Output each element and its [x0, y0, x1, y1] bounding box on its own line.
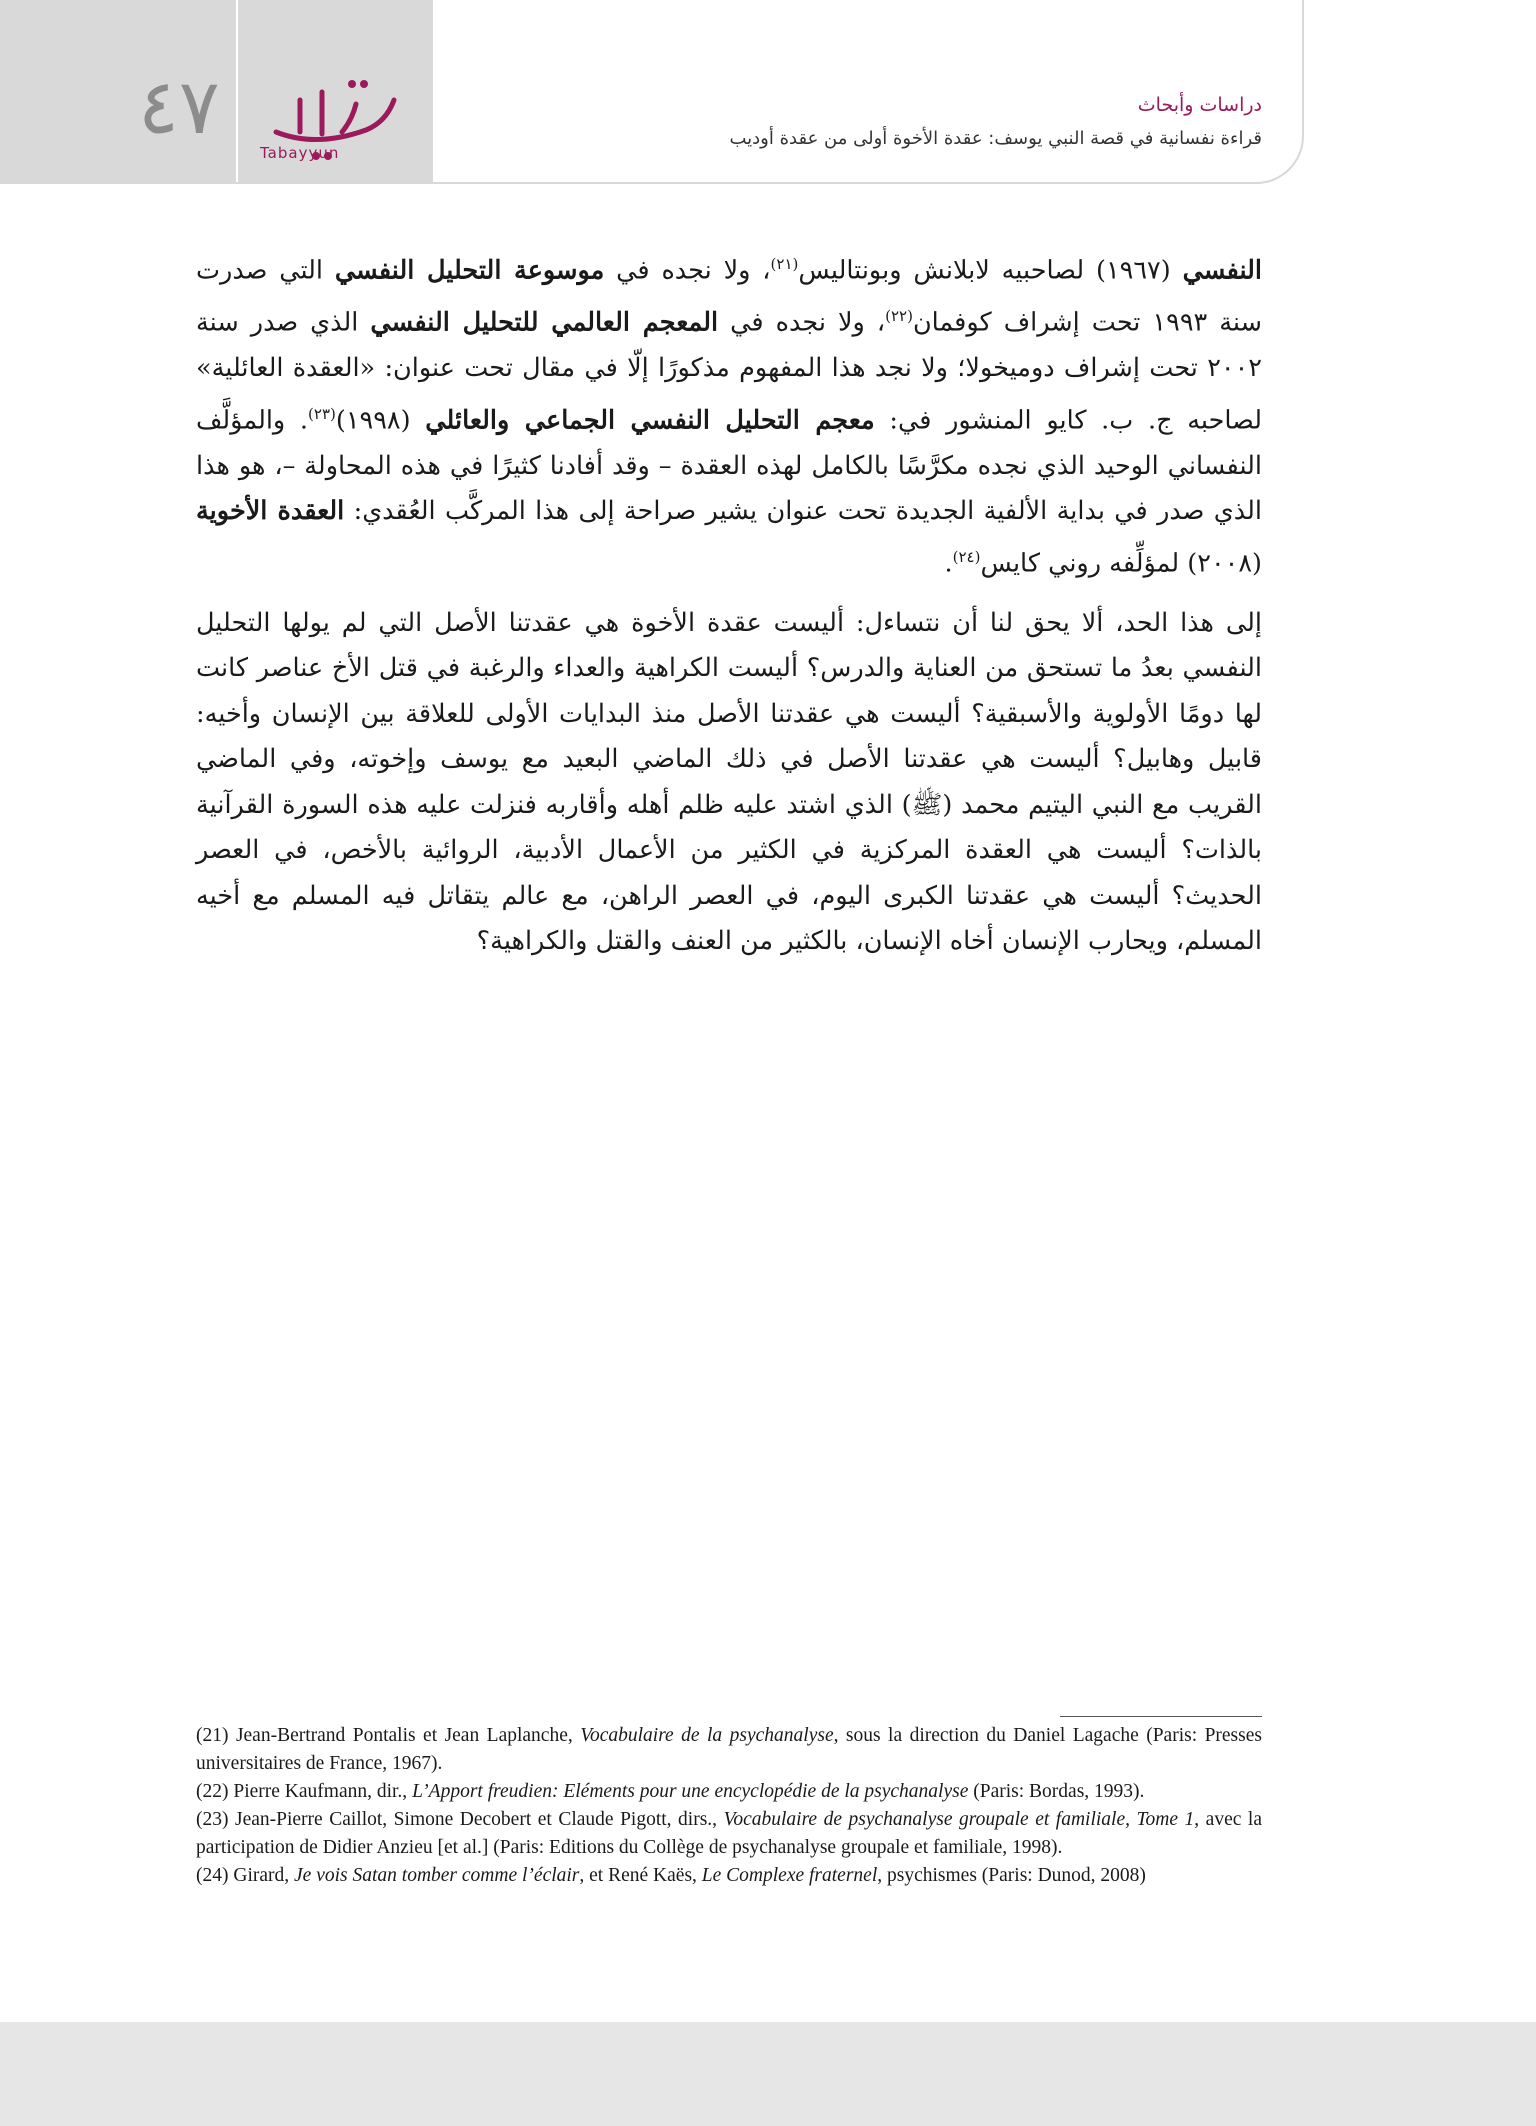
footnote-run: (23) Jean-Pierre Caillot, Simone Decobert et Claude Pigott, dirs.,	[196, 1809, 724, 1830]
footnote-run: Vocabulaire de psychanalyse groupale et familiale, Tome 1	[723, 1809, 1195, 1830]
footnote-run: L’Apport freudien: Eléments pour une encyclopédie de la psychanalyse	[412, 1781, 969, 1802]
header-divider	[236, 0, 238, 182]
footnote-run: Je vois Satan tomber comme l’éclair	[294, 1865, 580, 1886]
text-run: ، ولا نجده في	[718, 307, 886, 338]
text-run: الذي صدر سنة ٢٠٠٢ تحت إشراف دوميخولا؛ ولا نجد هذا المفهوم مذكورًا إلّا في مقال تحت عنوان: «العقدة العائلية» لصاحبه ج. ب. كايو المنشور في:	[196, 307, 1262, 435]
footnote-run: , psychismes (Paris: Dunod, 2008)	[877, 1865, 1146, 1886]
section-title: دراسات وأبحاث	[1137, 94, 1262, 116]
text-run: (٢٠٠٨) لمؤلِّفه روني كايس	[980, 548, 1262, 578]
text-run: إلى هذا الحد، ألا يحق لنا أن نتساءل: أليست عقدة الأخوة هي عقدتنا الأصل التي لم يولها التحليل النفسي بعدُ ما تستحق من العناية والدرس؟ أليست الكراهية والعداء والرغبة في قتل الأخ عناصر كانت لها دومًا الأولوية والأسبقية؟ أليست هي عقدتنا الأصل منذ البدايات الأولى للعلاقة بين الإنسان وأخيه: قابيل وهابيل؟ أليست هي عقدتنا الأصل في ذلك الماضي البعيد مع يوسف وإخوته، وفي الماضي القريب مع النبي اليتيم محمد (ﷺ) الذي اشتد عليه ظلم أهله وأقاربه فنزلت عليه هذه السورة القرآنية بالذات؟ أليست هي العقدة المركزية في الكثير من الأعمال الأدبية، الروائية بالأخص، في العصر الحديث؟ أليست هي عقدتنا الكبرى اليوم، في العصر الراهن، مع عالم يتقاتل فيه المسلم مع أخيه المسلم، ويحارب الإنسان أخاه الإنسان، بالكثير من العنف والقتل والكراهية؟	[196, 607, 1262, 956]
footnotes	[196, 1722, 1262, 1890]
footnote-run: , avec la participation de Didier Anzieu [et al.] (Paris: Editions du Collège de psychanalyse groupale et familiale, 1998).	[196, 1809, 1262, 1858]
text-run: العقدة الأخوية	[196, 496, 345, 526]
body-paragraph	[196, 242, 1262, 587]
footnote-separator	[1060, 1716, 1262, 1717]
body-paragraph	[196, 601, 1262, 965]
footnote-ref: (٢١)	[770, 255, 799, 273]
footnote-run: (24) Girard,	[196, 1865, 295, 1886]
footnote-run: , sous la direction du Daniel Lagache (Paris: Presses universitaires de France, 1967).	[196, 1725, 1262, 1774]
text-run: معجم التحليل النفسي الجماعي والعائلي	[425, 405, 875, 435]
footnote-run: Le Complexe fraternel	[701, 1865, 878, 1886]
article-body	[196, 242, 1262, 979]
footnote	[196, 1806, 1262, 1862]
footnote	[196, 1778, 1262, 1806]
text-run: موسوعة التحليل النفسي	[334, 255, 605, 286]
text-run: . والمؤلَّف النفساني الوحيد الذي نجده مكرَّسًا بالكامل لهذه العقدة – وقد أفادنا كثيرًا في هذه المحاولة –، هو هذا الذي صدر في بداية الألفية الجديدة تحت عنوان يشير صراحة إلى هذا المركَّب العُقدي:	[196, 405, 1262, 526]
text-run: النفسي	[1182, 255, 1263, 286]
text-run: المعجم العالمي للتحليل النفسي	[370, 307, 719, 338]
footnote-ref: (٢٣)	[308, 404, 336, 423]
footnote	[196, 1722, 1262, 1778]
logo-text: Tabayyun	[260, 144, 340, 162]
running-title: قراءة نفسانية في قصة النبي يوسف: عقدة الأخوة أولى من عقدة أوديب	[729, 128, 1262, 149]
text-run: (١٩٩٨)	[335, 405, 426, 435]
text-run: ، ولا نجده في	[604, 255, 771, 286]
text-run: (١٩٦٧) لصاحبيه لابلانش وبونتاليس	[798, 255, 1183, 286]
footnote-ref: (٢٤)	[952, 547, 981, 566]
footnote-run: , et René Kaës,	[579, 1865, 702, 1886]
footnote-run: (Paris: Bordas, 1993).	[968, 1781, 1145, 1802]
footnote-ref: (٢٢)	[885, 307, 913, 325]
page-number: ٤٧	[138, 62, 220, 151]
page-footer-band	[0, 2022, 1536, 2126]
footnote-run: Vocabulaire de la psychanalyse	[580, 1725, 834, 1746]
text-run: التي صدرت سنة ١٩٩٣ تحت إشراف كوفمان	[196, 255, 1262, 338]
footnote-run: (22) Pierre Kaufmann, dir.,	[196, 1781, 413, 1802]
text-run: .	[944, 548, 953, 578]
footnote	[196, 1862, 1262, 1890]
footnote-run: (21) Jean-Bertrand Pontalis et Jean Laplanche,	[196, 1725, 581, 1746]
